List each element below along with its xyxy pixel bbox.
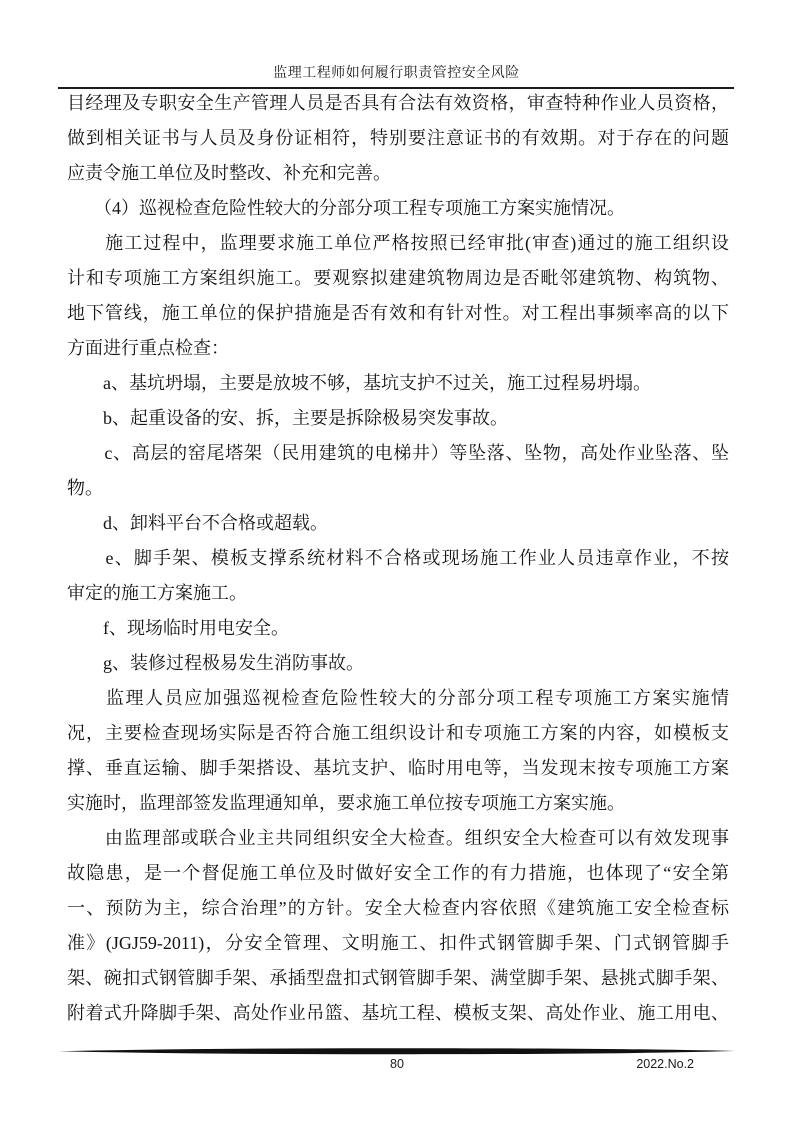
text-line: 方面进行重点检查： <box>67 338 229 358</box>
running-header-title: 监理工程师如何履行职责管控安全风险 <box>273 66 520 81</box>
text-line: d、卸料平台不合格或超载。 <box>67 513 328 533</box>
text-line: 准》(JGJ59-2011)，分安全管理、文明施工、扣件式钢管脚手架、门式钢管脚手 <box>67 933 729 953</box>
text-line: 应责令施工单位及时整改、补充和完善。 <box>67 163 391 183</box>
footer <box>59 1057 735 1073</box>
text-line: 由监理部或联合业主共同组织安全大检查。组织安全大检查可以有效发现事 <box>67 828 729 848</box>
text-line: 架、碗扣式钢管脚手架、承插型盘扣式钢管脚手架、满堂脚手架、悬挑式脚手架、 <box>67 968 729 988</box>
footer-rule <box>59 1047 735 1055</box>
text-line: b、起重设备的安、拆，主要是拆除极易突发事故。 <box>67 408 508 428</box>
text-line: 施工过程中，监理要求施工单位严格按照已经审批(审查)通过的施工组织设 <box>67 233 729 253</box>
text-line: 地下管线，施工单位的保护措施是否有效和有针对性。对工程出事频率高的以下 <box>67 303 729 323</box>
text-line: f、现场临时用电安全。 <box>67 618 289 638</box>
text-line: 一、预防为主，综合治理”的方针。安全大检查内容依照《建筑施工安全检查标 <box>67 898 729 918</box>
text-line: 监理人员应加强巡视检查危险性较大的分部分项工程专项施工方案实施情 <box>67 688 729 708</box>
text-line: 撑、垂直运输、脚手架搭设、基坑支护、临时用电等，当发现末按专项施工方案 <box>67 758 729 778</box>
text-line: 做到相关证书与人员及身份证相符，特别要注意证书的有效期。对于存在的问题 <box>67 128 729 148</box>
page-number: 80 <box>390 1057 404 1071</box>
text-line: 计和专项施工方案组织施工。要观察拟建建筑物周边是否毗邻建筑物、构筑物、 <box>67 268 729 288</box>
text-line: 况，主要检查现场实际是否符合施工组织设计和专项施工方案的内容，如模板支 <box>67 723 729 743</box>
text-line: （4）巡视检查危险性较大的分部分项工程专项施工方案实施情况。 <box>67 198 625 218</box>
issue-number: 2022.No.2 <box>636 1057 694 1071</box>
text-line: e、脚手架、模板支撑系统材料不合格或现场施工作业人员违章作业，不按 <box>67 548 729 568</box>
text-line: a、基坑坍塌，主要是放坡不够，基坑支护不过关，施工过程易坍塌。 <box>67 373 651 393</box>
text-line: 审定的施工方案施工。 <box>67 583 247 603</box>
document-body <box>67 86 729 1031</box>
text-line: 附着式升降脚手架、高处作业吊篮、基坑工程、模板支架、高处作业、施工用电、 <box>67 1003 729 1023</box>
text-line: 实施时，监理部签发监理通知单，要求施工单位按专项施工方案实施。 <box>67 793 625 813</box>
text-line: 目经理及专职安全生产管理人员是否具有合法有效资格，审查特种作业人员资格， <box>67 93 729 113</box>
text-line: 故隐患，是一个督促施工单位及时做好安全工作的有力措施，也体现了“安全第 <box>67 863 729 883</box>
text-line: g、装修过程极易发生消防事故。 <box>67 653 364 673</box>
text-line: 物。 <box>67 478 103 498</box>
text-line: c、高层的窑尾塔架（民用建筑的电梯井）等坠落、坠物，高处作业坠落、坠 <box>67 443 729 463</box>
